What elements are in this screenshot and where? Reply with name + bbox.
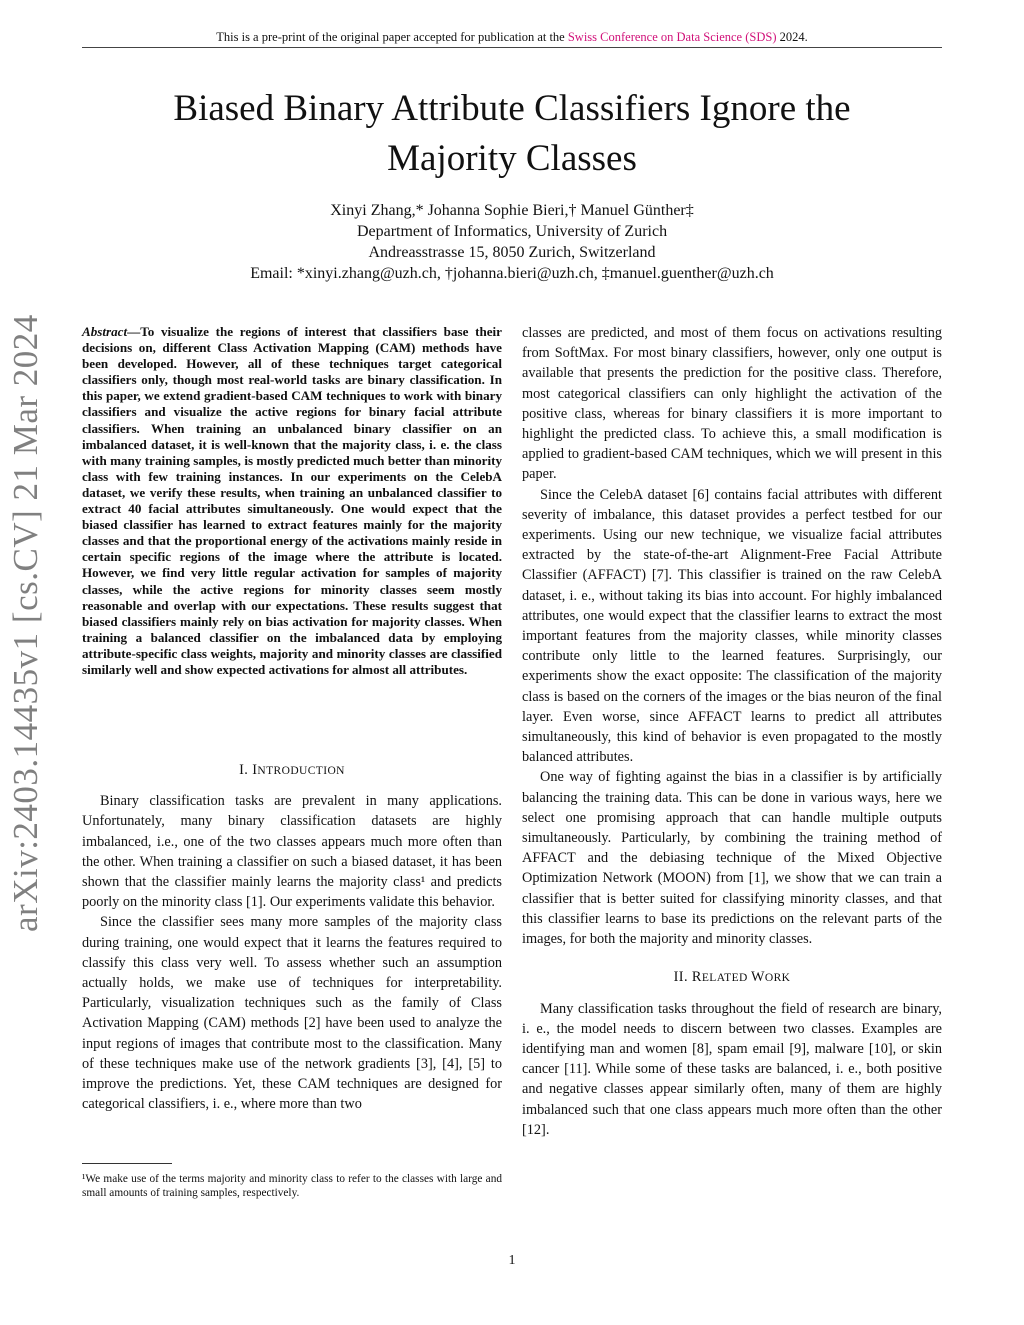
section-heading-introduction: I. INTRODUCTION [239,762,345,778]
arxiv-stamp: arXiv:2403.14435v1 [cs.CV] 21 Mar 2024 [6,314,45,932]
footnote: ¹We make use of the terms majority and minority class to refer to the classes with large and small amounts of training samples, respectively. [82,1173,502,1199]
footnote-rule [82,1163,172,1164]
paragraph: Since the CelebA dataset [6] contains facial attributes with different severity of imbalance, this dataset provides a perfect testbed for our experiments. Using our new technique, we visualize facial attributes extracted by the state-of-the-art Alignment-Free Facial Attribute Classifier (AFFACT) [7]. This classifier is trained on the raw CelebA dataset, i. e., without taking its bias into account. For highly imbalanced attributes, one would expect that the classifier learns to extract the most important features from the majority classes, while minority classes contribute only little to the learned features. Surprisingly, our experiments show the exact opposite: The classification of the majority class is based on the corners of the images or the bias neuron of the final layer. Even worse, since AFFACT learns to predict all attributes simultaneously, this kind of behavior is even propagated to the mostly balanced attributes. [522,486,942,766]
header-rule [82,47,942,48]
preprint-note: This is a pre-print of the original paper accepted for publication at the Swiss Conference on Data Science (SDS) 2024. [216,30,808,44]
conference-link[interactable]: Swiss Conference on Data Science (SDS) [567,30,777,44]
paragraph: classes are predicted, and most of them focus on activations resulting from SoftMax. For most binary classifiers, however, only one output is available that presents the prediction for the positive class. Therefore, most categorical classifiers can only highlight the activation of the positive class, whereas for binary classifiers it is more important to highlight the predicted class. To achieve this, a small modification is applied to gradient-based CAM techniques, which we will present in this paper. [522,325,942,483]
address: Andreasstrasse 15, 8050 Zurich, Switzerland [368,244,656,261]
paragraph: Many classification tasks throughout the field of research are binary, i. e., the model needs to discern between two classes. Examples are identifying man and women [8], spam email [9], malware [10], or skin cancer [11]. While some of these tasks are balanced, i. e., both positive and negative classes appear similarly often, many of them are highly imbalanced such that one class appears much more often than the other [12]. [522,1000,942,1138]
section-heading-related-work: II. RELATED WORK [673,969,791,986]
emails: Email: *xinyi.zhang@uzh.ch, †johanna.bieri@uzh.ch, ‡manuel.guenther@uzh.ch [250,265,774,282]
abstract: Abstract—To visualize the regions of interest that classifiers base their decisions on, different Class Activation Mapping (CAM) methods have been developed. However, all of these techniques target categorical classifiers only, though most real-world tasks are binary classification. In this paper, we extend gradient-based CAM techniques to work with binary classifiers and visualize the active regions for binary facial attribute classifiers. When training an unbalanced binary classifier on an imbalanced dataset, it is well-known that the majority class, i. e. the class with many training samples, is mostly predicted much better than minority class with few training instances. In our experiments on the CelebA dataset, we verify these results, when training an unbalanced classifier to extract 40 facial attributes simultaneously. One would expect that the biased classifier has learned to extract features mainly for the majority classes and that the proportional energy of the activations mainly reside in certain specific regions of the image where the attribute is located. However, we find very little regular activation for samples of majority classes, while the active regions for minority classes seem mostly reasonable and overlap with our expectations. These results suggest that biased classifiers mainly rely on bias activation for majority classes. When training a balanced classifier on the imbalanced data by employing attribute-specific class weights, majority and minority classes are classified similarly well and show expected activations for almost all attributes. [82,324,502,677]
paper-title: Biased Binary Attribute Classifiers Ignore the Majority Classes [173,88,851,179]
page-number: 1 [508,1253,516,1268]
author-block [82,200,942,284]
right-column [522,323,942,1140]
paragraph: One way of fighting against the bias in a classifier is by artificially balancing the training data. This can be done in various ways, here we select one promising approach that can handle multiple outputs simultaneously. Particularly, by combining the training method of AFFACT and the debiasing technique of the Mixed Objective Optimization Network (MOON) from [1], we show that we can train a classifier that is better suited for classifying minority classes, and that this classifier learns to base its predictions on the relevant parts of the images, for both the majority and minority classes. [522,769,942,948]
author-names: Xinyi Zhang,* Johanna Sophie Bieri,† Manuel Günther‡ [330,202,694,219]
left-column [82,760,502,1114]
paragraph: Since the classifier sees many more samples of the majority class during training, one would expect that it learns the features required to classify this class very well. To assess whether such an assumption actually holds, we make use of techniques for interpretability. Particularly, visualization techniques such as the family of Class Activation Mapping (CAM) methods [2] have been used to analyze the input regions of images that contribute most to the classification. Many of these techniques make use of the network gradients [3], [4], [5] to improve the predictions. Yet, these CAM techniques are designed for categorical classifiers, i. e., where more than two [82,914,502,1113]
paragraph: Binary classification tasks are prevalent in many applications. Unfortunately, many binary classification datasets are highly imbalanced, i.e., one of the two classes appears much more often than the other. When training a classifier on such a biased dataset, it has been shown that the classifier mainly learns the majority class¹ and predicts poorly on the minority class [1]. Our experiments validate this behavior. [82,793,502,911]
affiliation: Department of Informatics, University of Zurich [356,223,668,240]
